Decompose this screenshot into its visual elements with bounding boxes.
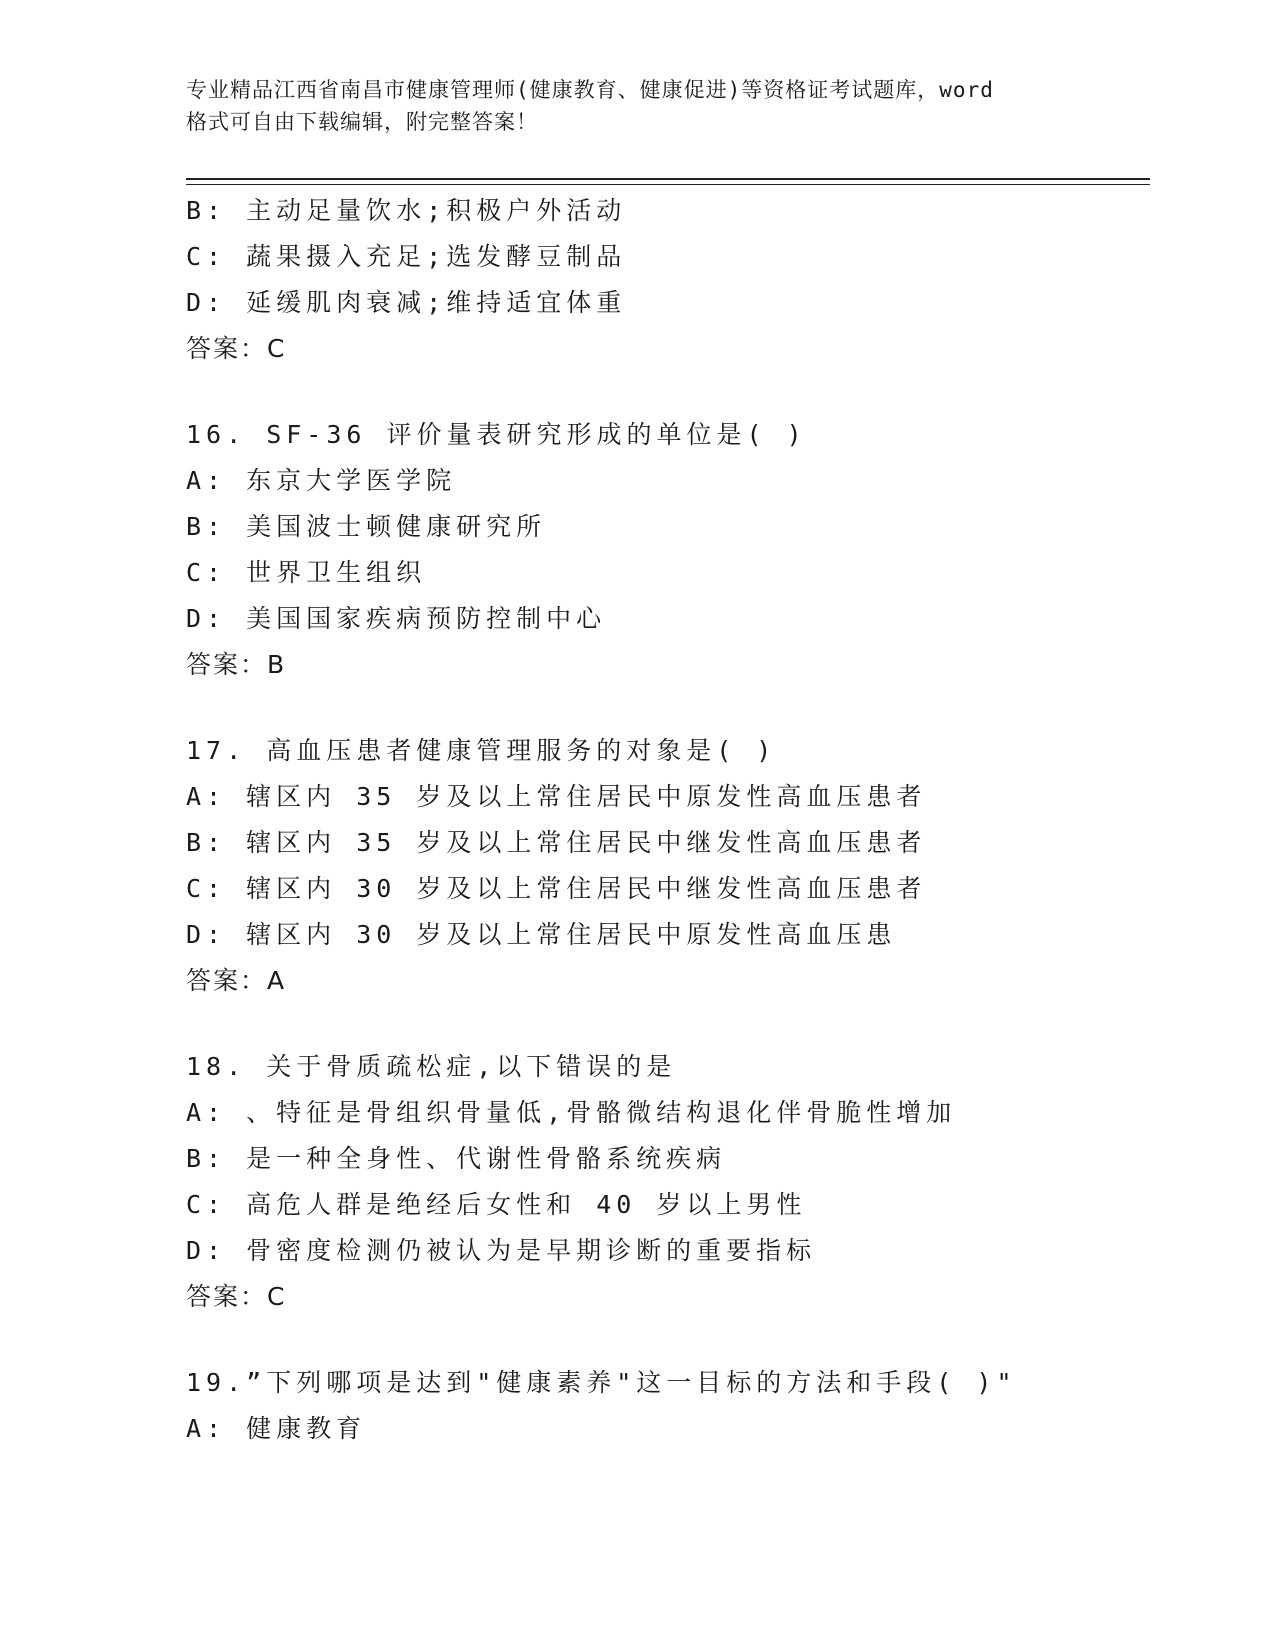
option-a: A: 东京大学医学院: [186, 466, 457, 495]
spacer: [186, 1320, 1146, 1360]
option-d: D: 美国国家疾病预防控制中心: [186, 604, 607, 633]
option-c: C: 辖区内 30 岁及以上常住居民中继发性高血压患者: [186, 874, 927, 903]
question-16: [186, 412, 1146, 688]
option-a: A: 、特征是骨组织骨量低,骨骼微结构退化伴骨脆性增加: [186, 1098, 957, 1127]
header-divider-thin: [186, 184, 1150, 185]
spacer: [186, 372, 1146, 412]
document-header: [186, 74, 1086, 138]
option-b: B: 主动足量饮水;积极户外活动: [186, 196, 627, 225]
option-d: D: 骨密度检测仍被认为是早期诊断的重要指标: [186, 1236, 817, 1265]
question-19: [186, 1360, 1146, 1452]
question-18: [186, 1044, 1146, 1320]
answer: 答案：B: [186, 650, 287, 679]
header-divider-thick: [186, 178, 1150, 180]
answer: 答案：C: [186, 334, 287, 363]
question-text: 18. 关于骨质疏松症,以下错误的是: [186, 1052, 677, 1081]
spacer: [186, 1004, 1146, 1044]
header-line-1: 专业精品江西省南昌市健康管理师(健康教育、健康促进)等资格证考试题库，word: [186, 78, 994, 102]
option-b: B: 辖区内 35 岁及以上常住居民中继发性高血压患者: [186, 828, 927, 857]
question-list: [186, 188, 1146, 1452]
question-text: 17. 高血压患者健康管理服务的对象是( ): [186, 736, 777, 765]
option-c: C: 蔬果摄入充足;选发酵豆制品: [186, 242, 627, 271]
question-text: 16. SF-36 评价量表研究形成的单位是( ): [186, 420, 807, 449]
question-text: 19.”下列哪项是达到"健康素养"这一目标的方法和手段( )": [186, 1368, 1017, 1397]
option-b: B: 是一种全身性、代谢性骨骼系统疾病: [186, 1144, 727, 1173]
spacer: [186, 688, 1146, 728]
header-line-2: 格式可自由下载编辑，附完整答案！: [186, 110, 538, 134]
answer: 答案：A: [186, 966, 287, 995]
option-c: C: 世界卫生组织: [186, 558, 427, 587]
question-17: [186, 728, 1146, 1004]
option-b: B: 美国波士顿健康研究所: [186, 512, 547, 541]
answer: 答案：C: [186, 1282, 287, 1311]
option-a: A: 健康教育: [186, 1414, 367, 1443]
question-15: [186, 188, 1146, 372]
option-c: C: 高危人群是绝经后女性和 40 岁以上男性: [186, 1190, 807, 1219]
option-d: D: 延缓肌肉衰减;维持适宜体重: [186, 288, 627, 317]
option-a: A: 辖区内 35 岁及以上常住居民中原发性高血压患者: [186, 782, 927, 811]
option-d: D: 辖区内 30 岁及以上常住居民中原发性高血压患: [186, 920, 897, 949]
